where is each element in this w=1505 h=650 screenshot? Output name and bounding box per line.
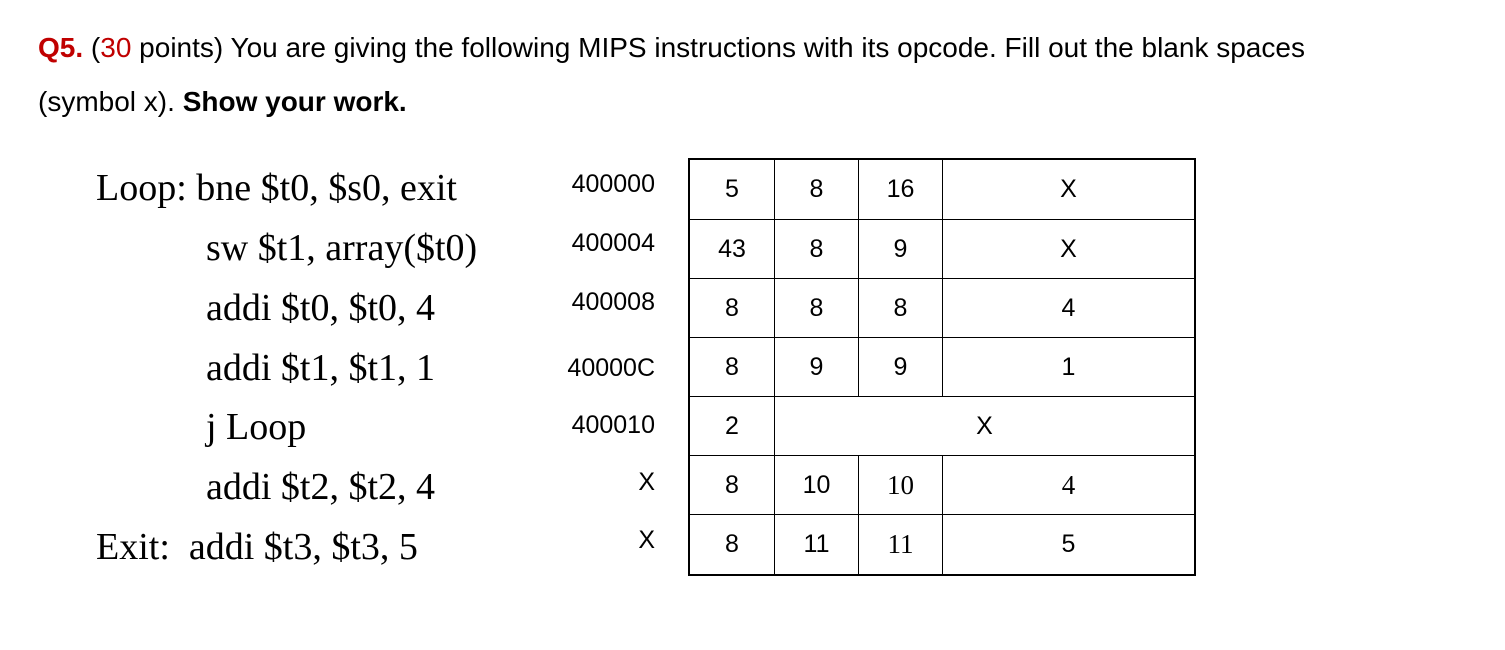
table-cell: 8 bbox=[690, 279, 775, 338]
table-cell: 8 bbox=[690, 338, 775, 397]
table-cell: 10 bbox=[859, 456, 943, 515]
instruction-line: addi $t1, $t1, 1 bbox=[206, 347, 436, 389]
question-line-2 bbox=[38, 86, 407, 118]
instruction-address: 40000C bbox=[567, 354, 655, 382]
table-cell: 8 bbox=[690, 456, 775, 515]
table-cell: 10 bbox=[775, 456, 859, 515]
instruction-address: 400008 bbox=[571, 288, 655, 316]
table-cell: 16 bbox=[859, 160, 943, 220]
table-cell: 4 bbox=[943, 456, 1194, 515]
table-cell: X bbox=[775, 397, 1194, 456]
question-text: You are giving the following MIPS instructions with its opcode. Fill out the blank spaces bbox=[223, 32, 1305, 63]
instruction-address: X bbox=[638, 468, 655, 496]
points-value: 30 bbox=[100, 32, 132, 63]
instruction-line: sw $t1, array($t0) bbox=[206, 227, 478, 269]
question-number: Q5. bbox=[38, 32, 84, 63]
table-cell: 5 bbox=[690, 160, 775, 220]
table-cell: X bbox=[943, 160, 1194, 220]
table-cell: 8 bbox=[775, 220, 859, 279]
table-cell: 4 bbox=[943, 279, 1194, 338]
encoding-table bbox=[688, 158, 1196, 576]
show-work-label: Show your work. bbox=[182, 86, 407, 117]
instruction-address: X bbox=[638, 526, 655, 554]
table-cell: 8 bbox=[690, 515, 775, 574]
table-cell: 9 bbox=[859, 338, 943, 397]
instruction-address: 400000 bbox=[571, 170, 655, 198]
open-paren: ( bbox=[90, 32, 101, 63]
instruction-line: j Loop bbox=[206, 406, 307, 448]
instruction-address: 400010 bbox=[571, 411, 655, 439]
question-line-1 bbox=[38, 32, 1305, 64]
table-cell: 8 bbox=[775, 279, 859, 338]
instruction-line: addi $t2, $t2, 4 bbox=[206, 466, 436, 508]
table-cell: 11 bbox=[859, 515, 943, 574]
table-cell: 2 bbox=[690, 397, 775, 456]
question-text-2: (symbol x). bbox=[38, 86, 183, 117]
instruction-line: Exit: addi $t3, $t3, 5 bbox=[96, 526, 418, 568]
table-cell: 9 bbox=[859, 220, 943, 279]
instruction-address: 400004 bbox=[571, 229, 655, 257]
table-cell: 8 bbox=[859, 279, 943, 338]
points-word: points) bbox=[131, 32, 224, 63]
table-cell: 43 bbox=[690, 220, 775, 279]
instruction-line: Loop: bne $t0, $s0, exit bbox=[96, 167, 457, 209]
table-cell: 8 bbox=[775, 160, 859, 220]
table-cell: 9 bbox=[775, 338, 859, 397]
table-cell: 11 bbox=[775, 515, 859, 574]
instruction-line: addi $t0, $t0, 4 bbox=[206, 287, 436, 329]
table-cell: 1 bbox=[943, 338, 1194, 397]
table-cell: 5 bbox=[1061, 530, 1076, 558]
table-cell: X bbox=[943, 220, 1194, 279]
